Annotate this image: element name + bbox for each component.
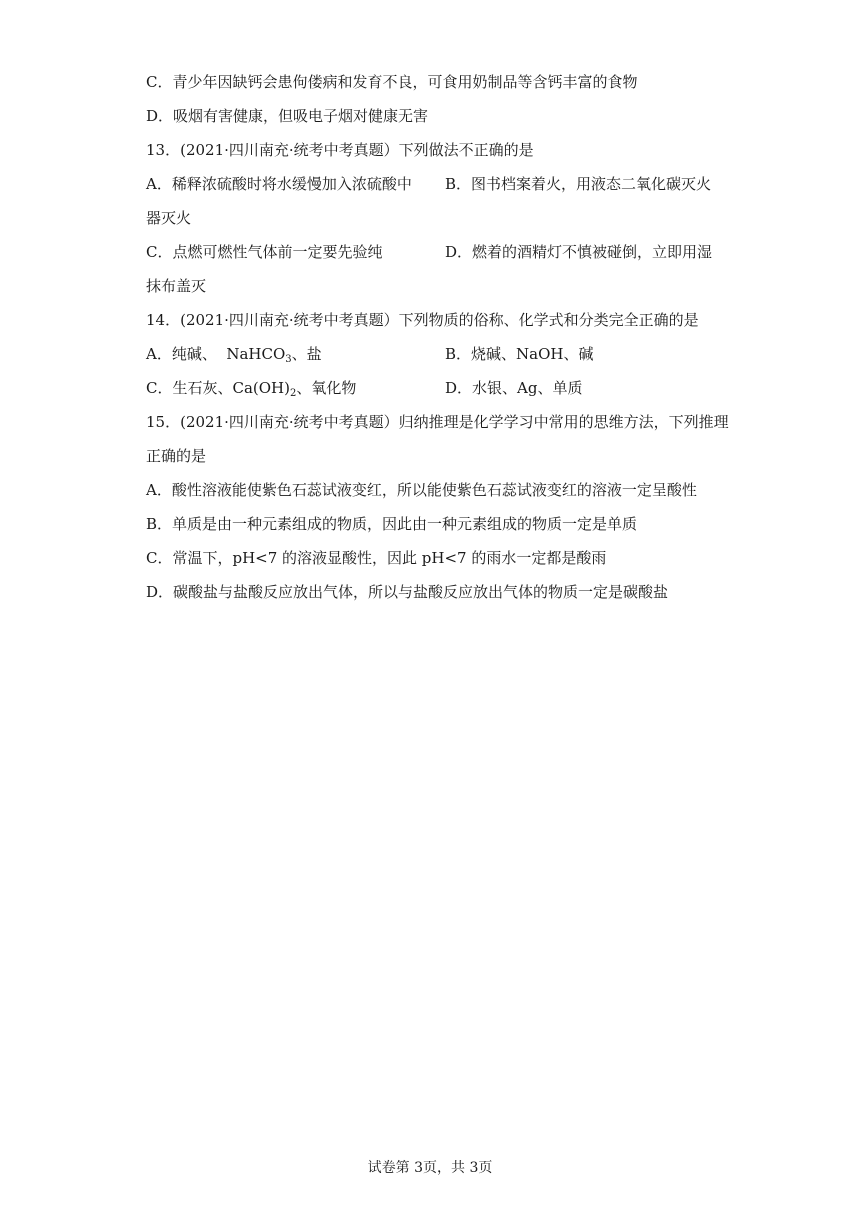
- q15-stem-line2: 正确的是: [146, 447, 207, 465]
- q14-option-c: [146, 378, 356, 398]
- q14-option-a: [146, 344, 322, 364]
- q12-option-d: D．吸烟有害健康，但吸电子烟对健康无害: [146, 107, 429, 125]
- q14-option-c-subscript: 2: [289, 388, 297, 399]
- q15-option-a: A．酸性溶液能使紫色石蕊试液变红，所以能使紫色石蕊试液变红的溶液一定呈酸性: [146, 481, 697, 499]
- q15-option-b: B．单质是由一种元素组成的物质，因此由一种元素组成的物质一定是单质: [146, 515, 638, 533]
- q14-option-a-subscript: 3: [285, 354, 292, 365]
- q15-option-d: D．碳酸盐与盐酸反应放出气体，所以与盐酸反应放出气体的物质一定是碳酸盐: [146, 583, 669, 601]
- q12-option-c: C．青少年因缺钙会患佝偻病和发育不良，可食用奶制品等含钙丰富的食物: [146, 73, 638, 91]
- q13-option-b-line1: B．图书档案着火，用液态二氧化碳灭火: [445, 175, 712, 193]
- q13-option-c: C．点燃可燃性气体前一定要先验纯: [146, 243, 383, 261]
- q14-option-b: B．烧碱、NaOH、碱: [445, 345, 594, 363]
- q15-stem-line1: 15．(2021·四川南充·统考中考真题）归纳推理是化学学习中常用的思维方法，下列推理: [146, 413, 729, 431]
- q14-option-c-suffix: 、氧化物: [296, 379, 357, 397]
- page-footer: 试卷第 3页，共 3页: [367, 1160, 493, 1176]
- q15-option-c: C．常温下，pH<7 的溶液显酸性，因此 pH<7 的雨水一定都是酸雨: [146, 549, 607, 567]
- q14-option-d: D．水银、Ag、单质: [445, 379, 583, 397]
- q13-option-a: A．稀释浓硫酸时将水缓慢加入浓硫酸中: [146, 175, 412, 193]
- q14-option-c-prefix: C．生石灰、Ca(OH): [146, 379, 290, 397]
- q13-option-d-line1: D．燃着的酒精灯不慎被碰倒，立即用湿: [445, 243, 713, 261]
- q13-option-d-line2: 抹布盖灭: [146, 277, 207, 295]
- q14-stem: 14．(2021·四川南充·统考中考真题）下列物质的俗称、化学式和分类完全正确的是: [146, 311, 699, 329]
- q14-option-a-suffix: 、盐: [291, 345, 322, 363]
- q13-stem: 13．(2021·四川南充·统考中考真题）下列做法不正确的是: [146, 141, 534, 159]
- q14-option-a-prefix: A．纯碱、 NaHCO: [146, 345, 286, 363]
- q13-option-b-line2: 器灭火: [146, 209, 192, 227]
